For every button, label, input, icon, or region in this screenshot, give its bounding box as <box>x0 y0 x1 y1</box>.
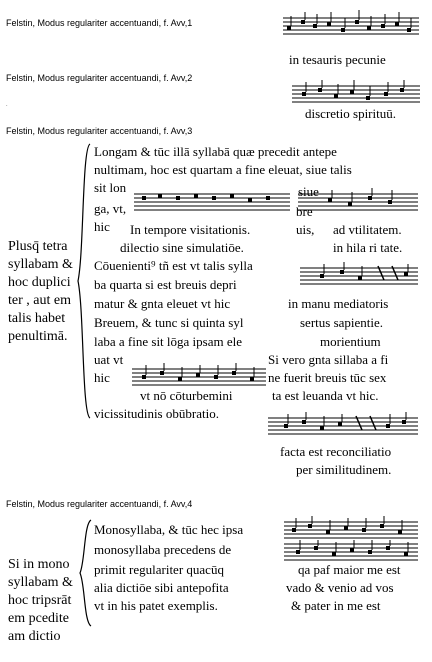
example-1-text: in tesauris pecunie <box>289 52 386 67</box>
text-line: laba a fine sit lōga ipsam ele <box>94 334 243 349</box>
music-staff <box>284 516 418 540</box>
side-note-line: hoc tripsrāt <box>8 593 72 608</box>
caption-1: Felstin, Modus regulariter accentuandi, f. Avv,1 <box>6 18 193 28</box>
music-staff <box>134 190 290 212</box>
text-line: ta est leuanda vt hic. <box>272 388 379 403</box>
text-line: per similitudinem. <box>296 462 392 477</box>
side-note-line: penultimā. <box>8 329 68 344</box>
text-line: vt nō cōturbemini <box>140 388 233 403</box>
text-line: in hila ri tate. <box>333 240 403 255</box>
text-line: siue <box>298 184 319 199</box>
text-line: hic <box>94 219 110 234</box>
caption-2: Felstin, Modus regulariter accentuandi, f. Avv,2 <box>6 73 193 83</box>
text-line: alia dictiōe sibi antepofita <box>94 580 229 595</box>
music-staff <box>268 412 418 438</box>
text-line: Longam & tūc illā syllabā quæ precedit antepe <box>94 144 337 159</box>
brace <box>76 142 94 420</box>
text-line: sit lon <box>94 180 127 195</box>
caption-4: Felstin, Modus regulariter accentuandi, f. Avv,4 <box>6 499 193 509</box>
caption-3: Felstin, Modus regulariter accentuandi, f. Avv,3 <box>6 126 193 136</box>
side-note-line: Plusq̄ tetra <box>8 239 68 254</box>
text-line: morientium <box>320 334 381 349</box>
text-line: facta est reconciliatio <box>280 444 392 459</box>
text-line: hic <box>94 370 110 385</box>
text-line: qa paf maior me est <box>298 562 401 577</box>
text-line: sertus sapientie. <box>300 315 384 330</box>
text-line: Breuem, & tunc si quinta syl <box>94 315 244 330</box>
side-note-line: talis habet <box>8 311 66 326</box>
music-staff <box>284 540 418 562</box>
side-note-line: am dictio <box>8 629 61 644</box>
text-line: in manu mediatoris <box>288 296 389 311</box>
text-line: ba quarta si est breuis depri <box>94 277 237 292</box>
text-line: uat vt <box>94 352 124 367</box>
brace <box>78 518 94 628</box>
text-line: ga, vt, <box>94 201 127 216</box>
side-note-line: em pcedite <box>8 611 70 626</box>
side-note-line: syllabam & <box>8 257 73 272</box>
side-note-line: hoc duplici <box>8 275 71 290</box>
text-line: In tempore visitationis. <box>130 222 251 237</box>
text-line: monosyllaba precedens de <box>94 542 232 557</box>
music-staff <box>298 188 418 214</box>
text-line: ad vtilitatem. <box>333 222 402 237</box>
text-line: & pater in me est <box>291 598 381 613</box>
text-line: bre <box>296 204 313 219</box>
text-line: vt in his patet exemplis. <box>94 598 218 613</box>
music-staff <box>283 8 419 38</box>
text-line: primit regulariter quacūq <box>94 562 224 577</box>
text-line: Cōuenienti⁹ tñ est vt talis sylla <box>94 258 253 273</box>
text-line: uis, <box>296 222 315 237</box>
text-line: Si vero gnta sillaba a fi <box>268 352 389 367</box>
text-line: matur & gnta eleuet vt hic <box>94 296 231 311</box>
text-line: vado & venio ad vos <box>286 580 394 595</box>
music-staff <box>300 262 418 286</box>
music-staff <box>132 363 266 387</box>
text-line: vicissitudinis obūbratio. <box>94 406 219 421</box>
text-line: nultimam, hoc est quartam a fine eleuat, siue talis <box>94 162 352 177</box>
text-line: Monosyllaba, & tūc hec ipsa <box>94 522 244 537</box>
caption-dot: · <box>6 103 8 109</box>
music-staff <box>292 78 420 104</box>
side-note-line: ter , aut em <box>8 293 71 308</box>
example-2-text: discretio spirituū. <box>305 106 396 121</box>
side-note-line: syllabam & <box>8 575 73 590</box>
text-line: dilectio sine simulatiōe. <box>120 240 244 255</box>
side-note-line: Si in mono <box>8 557 70 572</box>
text-line: ne fuerit breuis tūc sex <box>268 370 387 385</box>
